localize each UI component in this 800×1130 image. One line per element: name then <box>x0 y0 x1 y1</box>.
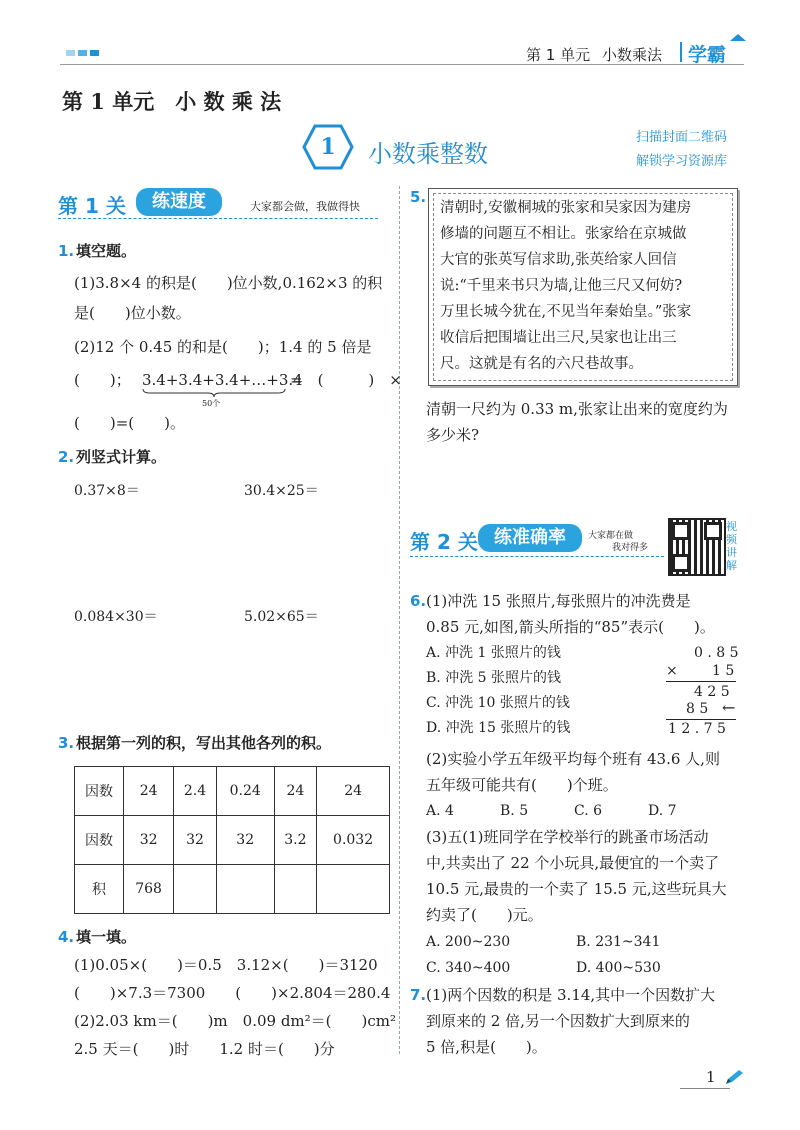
column-divider <box>399 186 400 1054</box>
q4-line4: 2.5 天＝( )时 1.2 时＝( )分 <box>74 1040 335 1058</box>
brand-cap-icon <box>730 34 746 41</box>
table-cell: 3.2 <box>274 816 317 865</box>
q6-part2-line: 五年级可能共有( )个班。 <box>426 776 618 794</box>
q5-story-line: 万里长城今犹在,不见当年秦始皇。”张家 <box>440 304 692 320</box>
table-cell <box>174 865 217 914</box>
level1-prefix: 第 1 关 <box>58 194 126 218</box>
q7-line: 5 倍,积是( )。 <box>426 1038 547 1056</box>
table-cell: 32 <box>124 816 174 865</box>
table-cell: 因数 <box>75 816 124 865</box>
level1-slogan: 大家都会做，我做得快 <box>250 200 360 213</box>
q5-story-line: 清朝时,安徽桐城的张家和吴家因为建房 <box>440 200 692 216</box>
scan-hint-line1: 扫描封面二维码 <box>636 130 728 145</box>
table-row <box>75 865 390 914</box>
q2-expr3: 0.084×30＝ <box>74 609 158 625</box>
q2-number: 2. <box>58 448 75 466</box>
q1-sum-expression: 3.4+3.4+3.4+…+3.4 <box>142 371 303 389</box>
table-cell <box>317 865 390 914</box>
q1-line2: 是( )位小数。 <box>74 304 191 322</box>
q6-part1-line: 0.85 元,如图,箭头所指的“85”表示( )。 <box>426 618 715 636</box>
q5-question-line1: 清朝一尺约为 0.33 m,张家让出来的宽度约为 <box>426 400 728 418</box>
table-cell: 24 <box>124 767 174 816</box>
lesson-title: 小数乘整数 <box>368 140 488 168</box>
level2-underline <box>410 556 664 557</box>
q4-line1: (1)0.05×( )＝0.5 3.12×( )＝3120 <box>74 956 378 974</box>
q6-option: C. 340~400 <box>426 960 511 976</box>
pencil-icon <box>724 1068 746 1086</box>
q5-question-line2: 多少米? <box>426 426 480 444</box>
table-cell: 0.24 <box>216 767 274 816</box>
qr-code-icon <box>668 518 726 576</box>
q2-expr1: 0.37×8＝ <box>74 483 140 499</box>
table-cell: 32 <box>216 816 274 865</box>
q6-part3-line: 中,共卖出了 22 个小玩具,最便宜的一个卖了 <box>426 854 720 872</box>
level1-badge: 练速度 <box>136 188 222 216</box>
q6-option: A. 4 <box>426 803 454 819</box>
calc-partial-product2: 8 5 <box>686 701 709 717</box>
level2-badge: 练准确率 <box>478 524 582 552</box>
q6-option: D. 7 <box>648 803 677 819</box>
table-row <box>75 767 390 816</box>
calc-rule <box>666 719 736 720</box>
level2-slogan1: 大家都在做 <box>588 531 634 541</box>
q6-part2-line: (2)实验小学五年级平均每个班有 43.6 人,则 <box>426 750 720 768</box>
q5-story-line: 尺。这就是有名的六尺巷故事。 <box>440 356 643 372</box>
q6-part1-line: (1)冲洗 15 张照片,每张照片的冲洗费是 <box>426 592 691 610</box>
arrow-left-icon: ← <box>722 698 736 717</box>
q7-number: 7. <box>410 986 427 1004</box>
level2-prefix: 第 2 关 <box>410 530 478 554</box>
q1-underbrace-note: 50个 <box>202 399 221 408</box>
calc-row-multiplicand: 0 . 8 5 <box>694 645 739 661</box>
table-cell: 0.032 <box>317 816 390 865</box>
q1-line4-end: = ( ) × <box>290 371 402 389</box>
q5-story-line: 大官的张英写信求助,张英给家人回信 <box>440 252 677 268</box>
q4-title: 填一填。 <box>76 928 137 946</box>
q6-part3-line: 10.5 元,最贵的一个卖了 15.5 元,这些玩具大 <box>426 880 727 898</box>
q5-story-line: 收信后把围墙让出三尺,吴家也让出三 <box>440 330 677 346</box>
table-cell: 积 <box>75 865 124 914</box>
table-cell: 因数 <box>75 767 124 816</box>
q5-story-line: 说:“千里来书只为墙,让他三尺又何妨? <box>440 278 683 294</box>
q6-option: A. 200~230 <box>426 934 511 950</box>
q7-line: (1)两个因数的积是 3.14,其中一个因数扩大 <box>426 986 716 1004</box>
page-title: 第 1 单元 小 数 乘 法 <box>62 89 282 114</box>
q2-expr2: 30.4×25＝ <box>244 483 319 499</box>
lesson-number: 1 <box>320 134 336 160</box>
table-cell <box>274 865 317 914</box>
q6-option: B. 5 <box>500 803 529 819</box>
calc-row-multiplier: 1 5 <box>712 663 735 679</box>
q1-number: 1. <box>58 242 75 260</box>
q4-number: 4. <box>58 928 75 946</box>
calc-times-sign: × <box>666 663 678 679</box>
calc-product: 1 2 . 7 5 <box>668 721 726 737</box>
q6-option: C. 冲洗 10 张照片的钱 <box>426 695 570 711</box>
table-cell <box>216 865 274 914</box>
calc-partial-product1: 4 2 5 <box>694 684 730 700</box>
q6-option: A. 冲洗 1 张照片的钱 <box>426 645 561 661</box>
q6-option: B. 231~341 <box>576 934 661 950</box>
header-bars <box>66 50 100 56</box>
table-cell: 2.4 <box>174 767 217 816</box>
q6-option: D. 400~530 <box>576 960 661 976</box>
calc-rule <box>666 681 736 682</box>
q1-line1: (1)3.8×4 的积是( )位小数,0.162×3 的积 <box>74 274 383 292</box>
q5-number: 5. <box>410 188 427 206</box>
header-topic: 小数乘法 <box>602 46 663 64</box>
q6-number: 6. <box>410 592 427 610</box>
table-cell: 768 <box>124 865 174 914</box>
q6-part3-line: 约卖了( )元。 <box>426 906 543 924</box>
q1-line3: (2)12 个 0.45 的和是( )；1.4 的 5 倍是 <box>74 338 372 356</box>
q1-underbrace <box>142 388 286 398</box>
header-unit: 第 1 单元 <box>526 46 591 64</box>
page-number: 1 <box>706 1068 716 1086</box>
q6-part3-line: (3)五(1)班同学在学校举行的跳蚤市场活动 <box>426 828 709 846</box>
q5-story-line: 修墙的问题互不相让。张家给在京城做 <box>440 226 687 242</box>
q3-number: 3. <box>58 734 75 752</box>
level1-underline <box>58 218 378 219</box>
q4-line3: (2)2.03 km＝( )m 0.09 dm²＝( )cm² <box>74 1012 397 1030</box>
level2-slogan2: 我对得多 <box>612 543 649 553</box>
q1-line5: ( )=( )。 <box>74 414 185 432</box>
table-cell: 32 <box>174 816 217 865</box>
q1-line4-start: ( )； <box>74 371 131 389</box>
q3-table <box>74 766 390 914</box>
q6-option: B. 冲洗 5 张照片的钱 <box>426 670 561 686</box>
q4-line2: ( )×7.3＝7300 ( )×2.804＝280.4 <box>74 984 391 1002</box>
brand-logo: 学霸 <box>688 44 727 66</box>
q3-title: 根据第一列的积，写出其他各列的积。 <box>76 734 332 752</box>
footer-rule <box>680 1088 730 1089</box>
q1-title: 填空题。 <box>76 242 137 260</box>
q6-option: D. 冲洗 15 张照片的钱 <box>426 720 571 736</box>
video-lecture-label: 视频讲解 <box>726 520 737 572</box>
q2-title: 列竖式计算。 <box>76 448 167 466</box>
header-divider <box>680 42 682 62</box>
q6-option: C. 6 <box>574 803 603 819</box>
table-row <box>75 816 390 865</box>
q2-expr4: 5.02×65＝ <box>244 609 319 625</box>
q7-line: 到原来的 2 倍,另一个因数扩大到原来的 <box>426 1012 690 1030</box>
table-cell: 24 <box>274 767 317 816</box>
table-cell: 24 <box>317 767 390 816</box>
scan-hint-line2: 解锁学习资源库 <box>636 154 728 169</box>
